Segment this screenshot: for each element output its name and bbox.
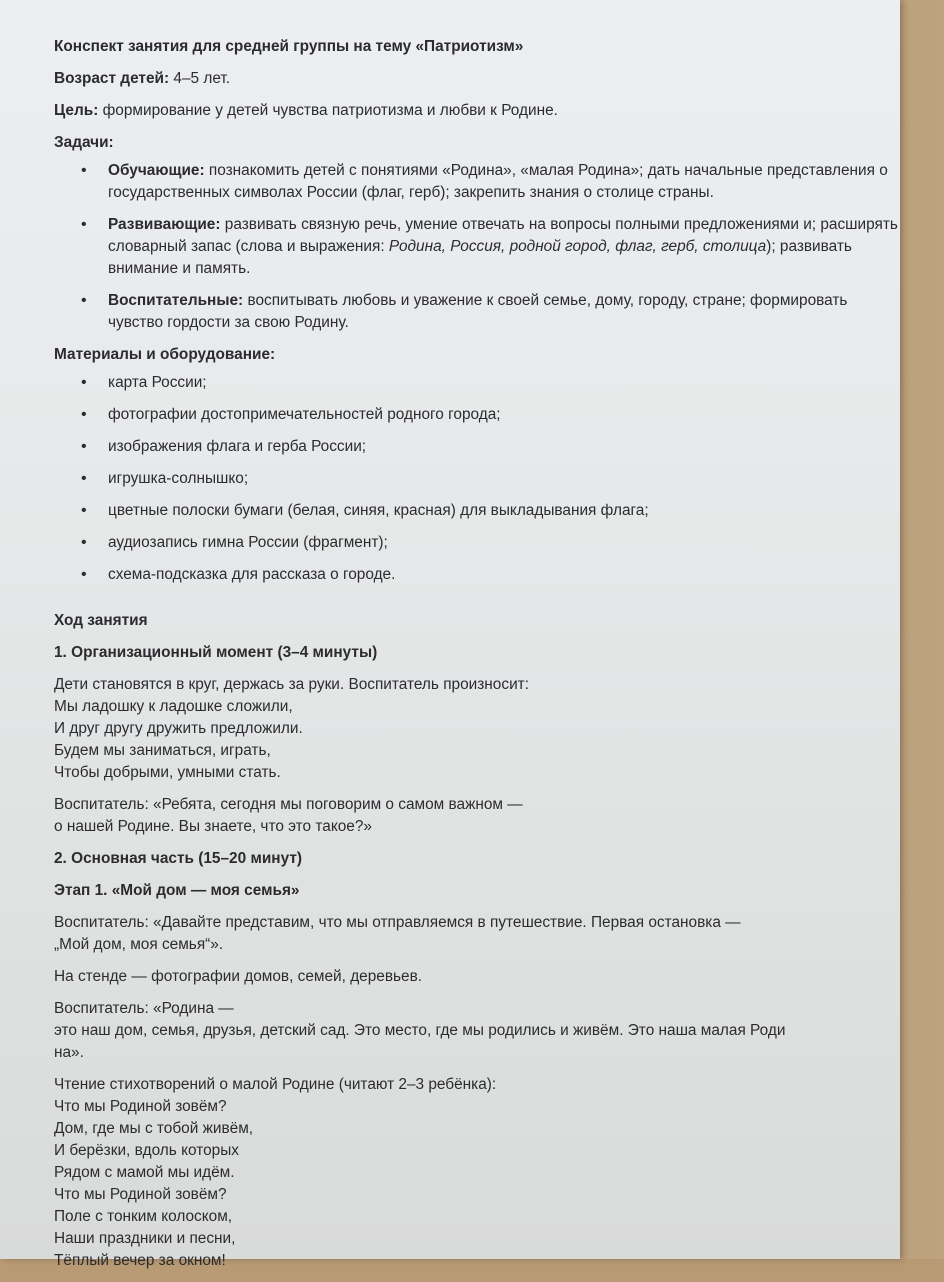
material-item: • аудиозапись гимна России (фрагмент); bbox=[54, 532, 900, 554]
material-item: • фотографии достопримечательностей родного города; bbox=[54, 404, 900, 426]
text-line: Мы ладошку к ладошке сложили, bbox=[54, 698, 293, 715]
materials-list bbox=[54, 372, 900, 586]
text-line: Чтение стихотворений о малой Родине (читают 2–3 ребёнка): bbox=[54, 1076, 497, 1093]
material-item: • схема-подсказка для рассказа о городе. bbox=[54, 564, 900, 586]
text-line: на». bbox=[54, 1044, 84, 1061]
step1-title: Этап 1. «Мой дом — моя семья» bbox=[54, 882, 300, 899]
text-line: И берёзки, вдоль которых bbox=[54, 1142, 239, 1159]
text-line: о нашей Родине. Вы знаете, что это такое?» bbox=[54, 818, 372, 835]
age-line bbox=[54, 68, 900, 90]
text-line: это наш дом, семья, друзья, детский сад. Это место, где мы родились и живём. Это наша малая Роди bbox=[54, 1022, 786, 1039]
text-line: И друг другу дружить предложили. bbox=[54, 720, 303, 737]
stage1-title: 1. Организационный момент (3–4 минуты) bbox=[54, 644, 378, 661]
material-item: • карта России; bbox=[54, 372, 900, 394]
task-italic-words: Родина, Россия, родной город, флаг, герб, столица bbox=[388, 238, 767, 255]
text-line: Тёплый вечер за окном! bbox=[54, 1252, 226, 1269]
goal-value: формирование у детей чувства патриотизма и любви к Родине. bbox=[98, 102, 558, 119]
materials-heading: Материалы и оборудование: bbox=[54, 346, 276, 363]
document-title: Конспект занятия для средней группы на тему «Патриотизм» bbox=[54, 38, 524, 55]
course-heading: Ход занятия bbox=[54, 612, 148, 629]
step1-speech1 bbox=[54, 912, 900, 956]
text-line: Будем мы заниматься, играть, bbox=[54, 742, 271, 759]
goal-line bbox=[54, 100, 900, 122]
text-line: Дом, где мы с тобой живём, bbox=[54, 1120, 254, 1137]
material-item: • цветные полоски бумаги (белая, синяя, красная) для выкладывания флага; bbox=[54, 500, 900, 522]
task-text-end: ); развивать внимание и память. bbox=[108, 238, 852, 277]
task-item-developmental bbox=[54, 214, 900, 280]
task-label: Обучающие: bbox=[108, 162, 205, 179]
step1-speech2 bbox=[54, 998, 900, 1064]
step1-poem bbox=[54, 1074, 900, 1272]
text-line: Поле с тонким колоском, bbox=[54, 1208, 233, 1225]
task-item-upbringing bbox=[54, 290, 900, 334]
task-item-educational bbox=[54, 160, 900, 204]
age-value: 4–5 лет. bbox=[169, 70, 230, 87]
task-text: познакомить детей с понятиями «Родина», «малая Родина»; дать начальные представления о государственных символах России (флаг, герб); закрепить знания о столице страны. bbox=[108, 162, 888, 201]
text-line: Воспитатель: «Родина — bbox=[54, 1000, 234, 1017]
material-item: • изображения флага и герба России; bbox=[54, 436, 900, 458]
text-line: Чтобы добрыми, умными стать. bbox=[54, 764, 281, 781]
task-text: развивать связную речь, умение отвечать на вопросы полными предложениями и; расширять словарный запас (слова и выражения: bbox=[108, 216, 898, 255]
age-label: Возраст детей: bbox=[54, 70, 170, 87]
text-line: На стенде — фотографии домов, семей, деревьев. bbox=[54, 968, 423, 985]
text-line: Воспитатель: «Ребята, сегодня мы поговорим о самом важном — bbox=[54, 796, 523, 813]
text-line: Наши праздники и песни, bbox=[54, 1230, 236, 1247]
stage1-speech bbox=[54, 794, 900, 838]
text-line: Что мы Родиной зовём? bbox=[54, 1186, 227, 1203]
tasks-list bbox=[54, 160, 900, 334]
text-line: Рядом с мамой мы идём. bbox=[54, 1164, 235, 1181]
task-label: Развивающие: bbox=[108, 216, 221, 233]
text-line: Воспитатель: «Давайте представим, что мы отправляемся в путешествие. Первая остановка — bbox=[54, 914, 741, 931]
goal-label: Цель: bbox=[54, 102, 99, 119]
document-content bbox=[54, 36, 900, 1282]
task-label: Воспитательные: bbox=[108, 292, 244, 309]
stage2-title: 2. Основная часть (15–20 минут) bbox=[54, 850, 302, 867]
tasks-heading: Задачи: bbox=[54, 134, 114, 151]
stage1-text bbox=[54, 674, 900, 784]
step1-stand bbox=[54, 966, 900, 988]
text-line: Что мы Родиной зовём? bbox=[54, 1098, 227, 1115]
task-text: воспитывать любовь и уважение к своей семье, дому, городу, стране; формировать чувство гордости за свою Родину. bbox=[108, 292, 848, 331]
text-line: Дети становятся в круг, держась за руки. Воспитатель произносит: bbox=[54, 676, 529, 693]
text-line: „Мой дом, моя семья“». bbox=[54, 936, 224, 953]
material-item: • игрушка-солнышко; bbox=[54, 468, 900, 490]
